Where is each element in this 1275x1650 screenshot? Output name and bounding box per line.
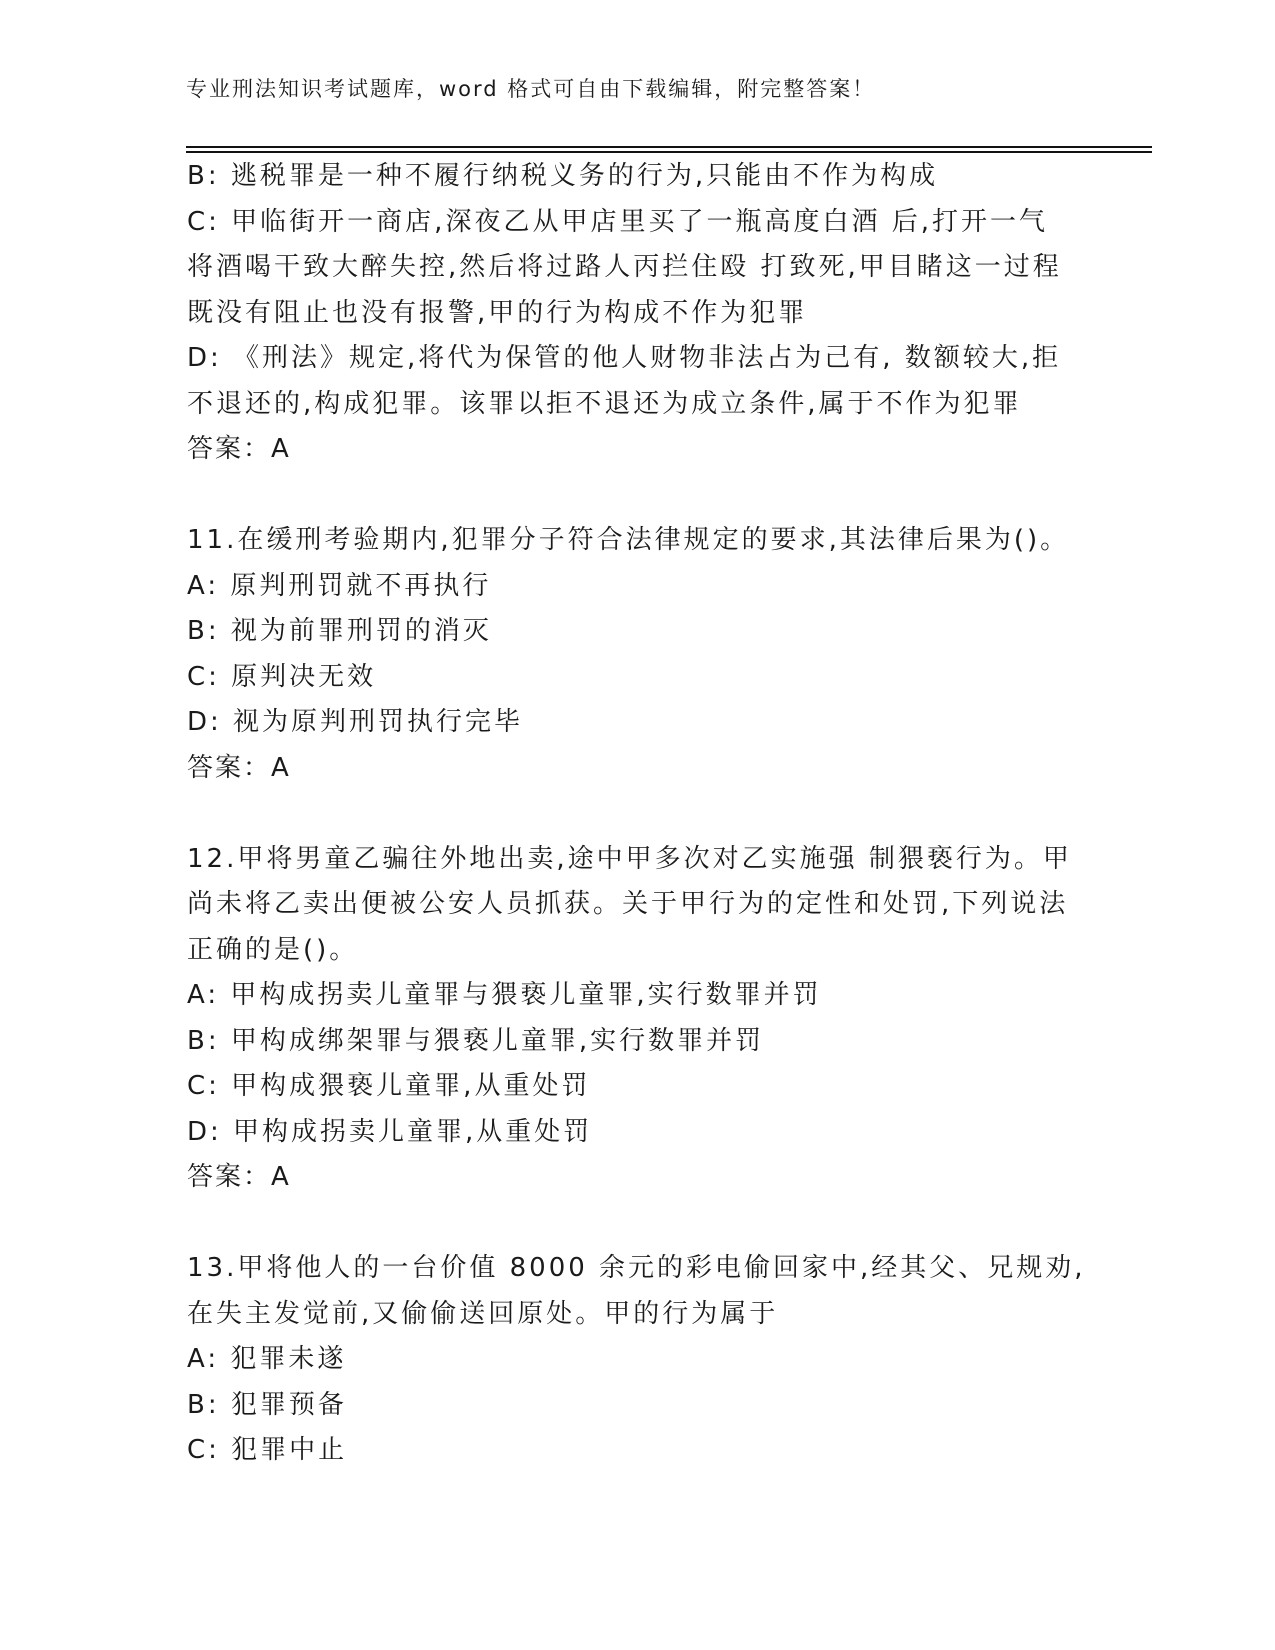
question-13: [187, 1246, 1147, 1474]
question-stem-line: 12.甲将男童乙骗往外地出卖,途中甲多次对乙实施强 制猥亵行为。甲: [187, 843, 1072, 874]
option-c-line: C: 甲临街开一商店,深夜乙从甲店里买了一瓶高度白酒 后,打开一气: [187, 206, 1048, 237]
question-11: [187, 518, 1147, 791]
page-header: 专业刑法知识考试题库，word 格式可自由下载编辑，附完整答案！: [186, 77, 876, 101]
option-a: A: 甲构成拐卖儿童罪与猥亵儿童罪,实行数罪并罚: [187, 980, 822, 1010]
option-c-line: 既没有阻止也没有报警,甲的行为构成不作为犯罪: [187, 297, 808, 328]
option-c: C: 原判决无效: [187, 661, 377, 692]
question-12: [187, 837, 1147, 1201]
spacer: [187, 791, 1147, 837]
spacer: [187, 1201, 1147, 1247]
answer: 答案：A: [187, 434, 291, 464]
option-b: B: 视为前罪刑罚的消灭: [187, 616, 492, 646]
header-rule-top: [186, 146, 1152, 148]
option-d: D: 甲构成拐卖儿童罪,从重处罚: [187, 1116, 593, 1147]
answer: 答案：A: [187, 752, 291, 783]
option-b: B: 甲构成绑架罪与猥亵儿童罪,实行数罪并罚: [187, 1025, 765, 1056]
option-d-line: 不退还的,构成犯罪。该罪以拒不退还为成立条件,属于不作为犯罪: [187, 388, 1022, 419]
option-c: C: 甲构成猥亵儿童罪,从重处罚: [187, 1071, 591, 1101]
header-rule-bottom: [186, 151, 1152, 153]
option-d-line: D: 《刑法》规定,将代为保管的他人财物非法占为己有, 数额较大,拒: [187, 343, 1062, 373]
question-stem-line: 在失主发觉前,又偷偷送回原处。甲的行为属于: [187, 1298, 779, 1329]
question-stem-line: 13.甲将他人的一台价值 8000 余元的彩电偷回家中,经其父、兄规劝,: [187, 1253, 1086, 1283]
option-b: B: 逃税罪是一种不履行纳税义务的行为,只能由不作为构成: [187, 161, 939, 191]
answer: 答案：A: [187, 1162, 291, 1192]
option-c-line: 将酒喝干致大醉失控,然后将过路人丙拦住殴 打致死,甲目睹这一过程: [187, 252, 1062, 282]
question-content: [187, 154, 1147, 1474]
question-stem-line: 正确的是()。: [187, 934, 359, 965]
option-b: B: 犯罪预备: [187, 1389, 347, 1420]
question-stem-line: 尚未将乙卖出便被公安人员抓获。关于甲行为的定性和处罚,下列说法: [187, 889, 1069, 919]
option-c: C: 犯罪中止: [187, 1435, 348, 1465]
option-d: D: 视为原判刑罚执行完毕: [187, 707, 524, 737]
question-stem: 11.在缓刑考验期内,犯罪分子符合法律规定的要求,其法律后果为()。: [187, 525, 1070, 555]
question-10-tail: [187, 154, 1147, 473]
option-a: A: 犯罪未遂: [187, 1344, 347, 1374]
spacer: [187, 473, 1147, 519]
option-a: A: 原判刑罚就不再执行: [187, 570, 492, 601]
